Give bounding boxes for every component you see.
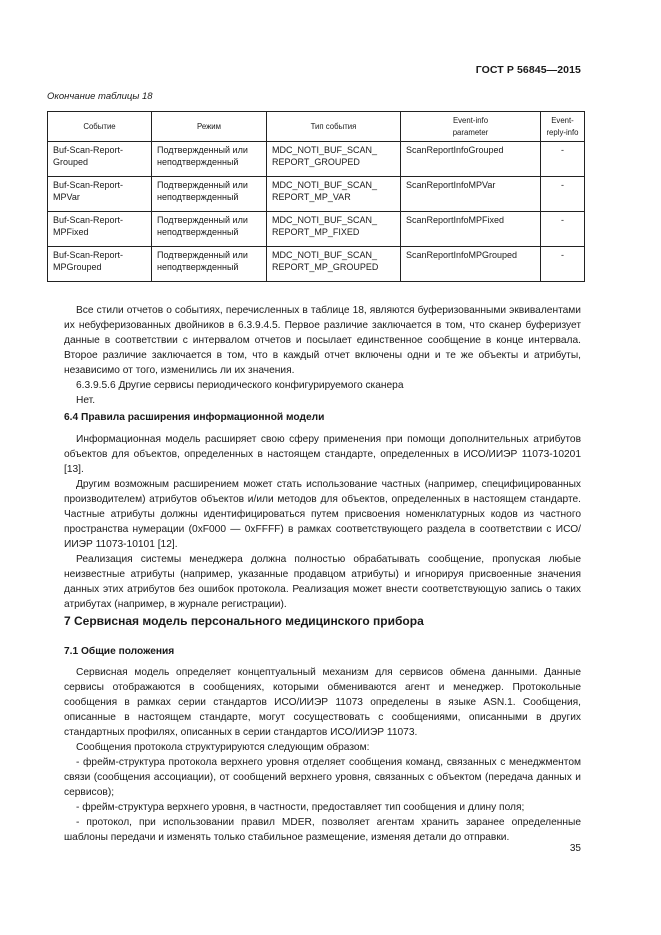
table-18 [47, 111, 585, 282]
section-text-3 [64, 665, 581, 845]
list-item: - фрейм-структура протокола верхнего уровня отделяет сообщения команд, связанных с менеджментом связи (сообщения ассоциации), от сообщений верхнего уровня, связанных с объектом (передача данных и сервисов); [64, 757, 581, 798]
section-text-2 [64, 432, 581, 612]
paragraph: Все стили отчетов о событиях, перечисленных в таблице 18, являются буферизованными эквивалентами их небуферизованных двойников в 6.3.9.4.5. Первое различие заключается в том, что сканер буферизует данные в соответствии с интервалом отчетов и посылает единственное сообщение в конце интервала. Второе различие заключается в том, что в каждый отчет включены одни и те же объекты и атрибуты, независимо от того, изменились ли их значения. [64, 305, 581, 376]
section-7-1 [64, 644, 581, 659]
paragraph: Сообщения протокола структурируются следующим образом: [76, 742, 370, 753]
section-7 [64, 614, 581, 629]
table-row [48, 247, 585, 282]
section-heading-6-4: 6.4 Правила расширения информационной модели [64, 412, 325, 423]
table-cell: MDC_NOTI_BUF_SCAN_ REPORT_GROUPED [267, 142, 401, 177]
section-heading-7: 7 Сервисная модель персонального медицинского прибора [64, 614, 424, 628]
table-cell: ScanReportInfoGrouped [401, 142, 541, 177]
table-row [48, 177, 585, 212]
table-cell: Подтвержденный или неподтвержденный [152, 142, 267, 177]
list-item: - фрейм-структура верхнего уровня, в частности, предоставляет тип сообщения и длину поля; [76, 802, 525, 813]
section-heading-7-1: 7.1 Общие положения [64, 646, 175, 657]
table-row [48, 212, 585, 247]
paragraph: Другим возможным расширением может стать использование частных (например, специфицированных производителем) атрибутов объектов и/или методов для объектов, определенных в настоящем стандарте. Частные атрибуты должны идентифицироваться путем присвоения номенклатурных кодов из частного пространства нумерации (0xF000 — 0xFFFF) в рамках соответствующего раздела в соответствии с ИСО/ИИЭР 11073-10101 [12]. [64, 479, 581, 550]
table-column-header: Режим [152, 112, 267, 142]
table-cell: ScanReportInfoMPGrouped [401, 247, 541, 282]
table-cell: ScanReportInfoMPFixed [401, 212, 541, 247]
table-cell: - [541, 142, 585, 177]
table-column-header: Событие [48, 112, 152, 142]
table-column-header: Тип события [267, 112, 401, 142]
paragraph: Информационная модель расширяет свою сферу применения при помощи дополнительных атрибутов объектов для объектов, определенных в настоящем стандарте, определенных в ИСО/ИИЭР 11073-10201 [13]. [64, 434, 581, 475]
paragraph: Нет. [76, 395, 96, 406]
table-cell: - [541, 212, 585, 247]
paragraph: Реализация системы менеджера должна полностью обрабатывать сообщение, пропуская любые неизвестные атрибуты (например, указанные продавцом атрибуты) и игнорируя присвоенные значения данных этих атрибутов без ошибок протокола. Реализация может внести соответствующую запись о таких атрибутах (например, в журнале регистрации). [64, 554, 581, 610]
table-cell: Buf-Scan-Report- Grouped [48, 142, 152, 177]
table-column-header: Event-info parameter [401, 112, 541, 142]
table-cell: ScanReportInfoMPVar [401, 177, 541, 212]
table-caption: Окончание таблицы 18 [47, 91, 153, 102]
table-cell: Подтвержденный или неподтвержденный [152, 247, 267, 282]
section-6-4 [64, 410, 581, 425]
page-number: 35 [569, 843, 581, 854]
list-item: - протокол, при использовании правил MDER, позволяет агентам хранить заранее определенные шаблоны передачи и изменять только стабильное размещение, изменяя детали до отправки. [64, 817, 581, 843]
table-cell: Buf-Scan-Report- MPFixed [48, 212, 152, 247]
table-cell: MDC_NOTI_BUF_SCAN_ REPORT_MP_GROUPED [267, 247, 401, 282]
table-cell: Подтвержденный или неподтвержденный [152, 177, 267, 212]
document-id: ГОСТ Р 56845—2015 [475, 64, 581, 76]
table-cell: MDC_NOTI_BUF_SCAN_ REPORT_MP_VAR [267, 177, 401, 212]
table-cell: Buf-Scan-Report- MPGrouped [48, 247, 152, 282]
paragraph: 6.3.9.5.6 Другие сервисы периодического конфигурируемого сканера [76, 380, 404, 391]
table-cell: - [541, 247, 585, 282]
table-cell: Подтвержденный или неподтвержденный [152, 212, 267, 247]
table-row [48, 142, 585, 177]
table-column-header: Event- reply-info [541, 112, 585, 142]
table-cell: - [541, 177, 585, 212]
table-cell: Buf-Scan-Report- MPVar [48, 177, 152, 212]
table-cell: MDC_NOTI_BUF_SCAN_ REPORT_MP_FIXED [267, 212, 401, 247]
paragraph: Сервисная модель определяет концептуальный механизм для сервисов обмена данными. Данные сервисы отображаются в сообщениях, которыми обмениваются агент и менеджер. Протокольные сообщения в рамках серии стандартов ИСО/ИИЭР 11073 определены в языке ASN.1. Сообщения, описанные в настоящем стандарте, могут сосуществовать с сообщениями, описанными в других стандартных профилях, описанных в серии стандартов ИСО/ИИЭР 11073. [64, 667, 581, 738]
section-text-1 [64, 303, 581, 408]
table-header-row [48, 112, 585, 142]
